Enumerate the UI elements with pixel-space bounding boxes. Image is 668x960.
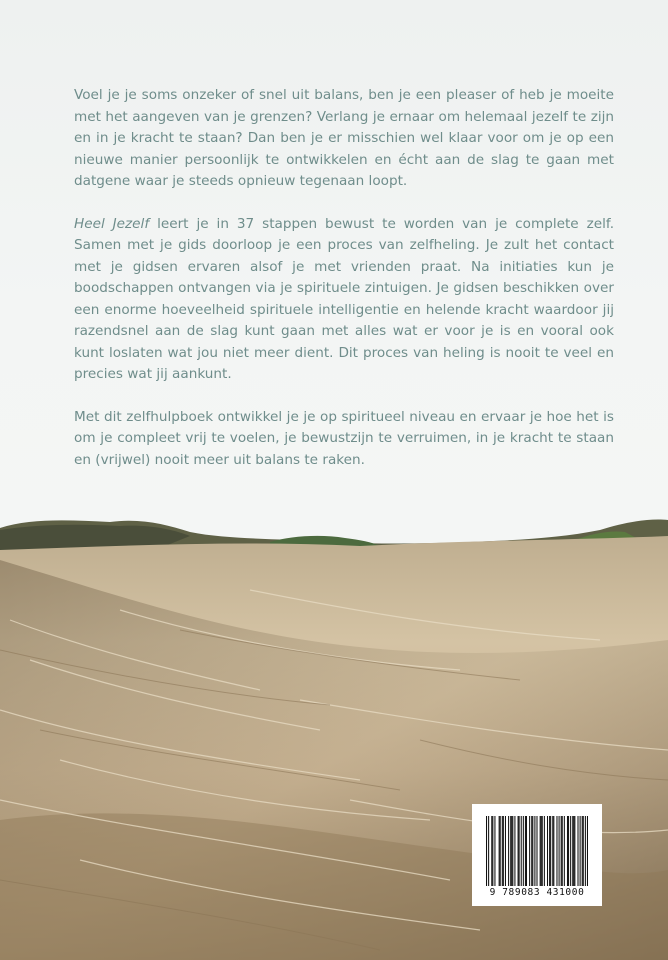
barcode-bar: [556, 816, 557, 886]
barcode-bar: [531, 816, 532, 886]
barcode-bars: [486, 816, 588, 886]
barcode-bar: [500, 816, 501, 886]
barcode-bar: [492, 816, 493, 886]
barcode-bar: [534, 816, 535, 886]
barcode-bar: [583, 816, 584, 886]
barcode-bar: [519, 816, 520, 886]
barcode-bar: [532, 816, 533, 886]
book-title-italic: Heel Jezelf: [74, 215, 150, 232]
barcode-bar: [552, 816, 553, 886]
barcode-bar: [559, 816, 560, 886]
barcode-bar: [541, 816, 542, 886]
barcode-bar: [491, 816, 492, 886]
barcode-bar: [561, 816, 562, 886]
barcode-bar: [544, 816, 545, 886]
blurb-paragraph-2: [74, 214, 614, 386]
back-cover-blurb: [74, 85, 614, 492]
barcode-bar: [488, 816, 489, 886]
barcode-bar: [567, 816, 568, 886]
barcode-bar: [553, 816, 554, 886]
isbn-barcode: [472, 804, 602, 906]
barcode-bar: [508, 816, 509, 886]
barcode-bar: [502, 816, 503, 886]
barcode-bar: [494, 816, 495, 886]
barcode-bar: [529, 816, 530, 886]
barcode-bar: [585, 816, 586, 886]
barcode-bar: [526, 816, 527, 886]
barcode-bar: [503, 816, 504, 886]
barcode-bar: [505, 816, 506, 886]
isbn-number: 9 789083 431000: [489, 887, 585, 898]
blurb-paragraph-1: Voel je je soms onzeker of snel uit balans, ben je een pleaser of heb je moeite met het aangeven van je grenzen? Verlang je ernaar om helemaal jezelf te zijn en in je kracht te staan? Dan ben je er misschien wel klaar voor om je op een nieuwe manier persoonlijk te ontwikkelen en écht aan de slag te gaan met datgene waar je steeds opnieuw tegenaan loopt.: [74, 87, 614, 189]
barcode-bar: [577, 816, 578, 886]
barcode-bar: [574, 816, 575, 886]
barcode-bar: [510, 816, 511, 886]
barcode-bar: [536, 816, 537, 886]
barcode-bar: [582, 816, 583, 886]
barcode-bar: [523, 816, 524, 886]
barcode-bar: [573, 816, 574, 886]
barcode-bar: [518, 816, 519, 886]
barcode-bar: [550, 816, 551, 886]
barcode-bar: [486, 816, 487, 886]
barcode-bar: [521, 816, 522, 886]
barcode-bar: [568, 816, 569, 886]
barcode-bar: [514, 816, 515, 886]
barcode-bar: [525, 816, 526, 886]
barcode-bar: [542, 816, 543, 886]
barcode-bar: [512, 816, 513, 886]
barcode-bar: [540, 816, 541, 886]
barcode-bar: [499, 816, 500, 886]
barcode-bar: [570, 816, 571, 886]
barcode-bar: [572, 816, 573, 886]
blurb-paragraph-3: Met dit zelfhulpboek ontwikkel je je op spiritueel niveau en ervaar je hoe het is om je compleet vrij te voelen, je bewustzijn te verruimen, in je kracht te staan en (vrijwel) nooit meer uit balans te raken.: [74, 408, 614, 468]
barcode-bar: [549, 816, 550, 886]
barcode-bar: [564, 816, 565, 886]
barcode-bar: [580, 816, 581, 886]
blurb-paragraph-2-text: leert je in 37 stappen bewust te worden van je complete zelf. Samen met je gids doorloop je een proces van zelfheling. Je zult het contact met je gidsen ervaren alsof je met vrienden praat. Na initiaties kun je boodschappen ontvangen via je spirituele zintuigen. Je gidsen beschikken over een enorme hoeveelheid spirituele intelligentie en helende kracht waardoor jij razendsnel aan de slag kunt gaan met alles wat er voor je is en vooral ook kunt loslaten wat jou niet meer dient. Dit proces van heling is nooit te veel en precies wat jij aankunt.: [74, 215, 615, 382]
barcode-bar: [547, 816, 548, 886]
barcode-bar: [562, 816, 563, 886]
barcode-bar: [587, 816, 588, 886]
barcode-bar: [511, 816, 512, 886]
